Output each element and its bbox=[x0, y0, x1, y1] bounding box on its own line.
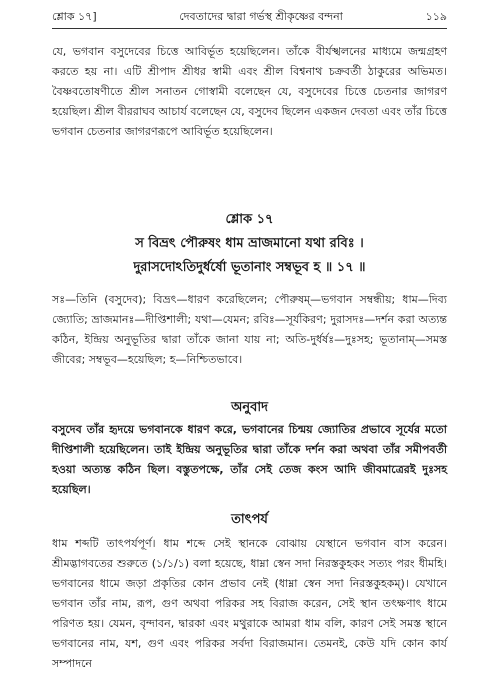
verse-block bbox=[52, 232, 447, 280]
purport-paragraph bbox=[52, 534, 447, 674]
translation-text: বসুদেব তাঁর হৃদয়ে ভগবানকে ধারণ করে, ভগবানের চিন্ময় জ্যোতির প্রভাবে সূর্যের মতো দীপ্তিশালী হয়েছিলেন। তাই ইন্দ্রিয় অনুভূতির দ্বারা তাঁকে দর্শন করা অথবা তাঁর সমীপবর্তী হওয়া অত্যন্ত কঠিন ছিল। বস্তুতপক্ষে, তাঁর সেই তেজ কংস আদি জীবমাত্রেরই দুঃসহ হয়েছিল। bbox=[52, 423, 447, 496]
verse-heading: শ্লোক ১৭ bbox=[225, 212, 274, 227]
translation-heading: অনুবাদ bbox=[231, 400, 268, 415]
header-title: দেবতাদের দ্বারা গর্ভস্থ শ্রীকৃষ্ণের বন্দনা bbox=[179, 9, 343, 23]
verse-line-2: দুরাসদোঽতিদুর্ধর্ষো ভূতানাং সম্বভূব হ ॥ ১৭ ॥ bbox=[133, 260, 366, 275]
verse-line-1: স বিভ্রৎ পৌরুষং ধাম ভ্রাজমানো যথা রবিঃ । bbox=[135, 236, 364, 251]
intro-paragraph bbox=[52, 42, 447, 142]
header-verse-ref: শ্লোক ১৭] bbox=[52, 9, 97, 23]
purport-text: ধাম শব্দটি তাৎপর্যপূর্ণ। ধাম শব্দে সেই স্থানকে বোঝায় যেস্থানে ভগবান বাস করেন। শ্রীমদ্ভাগবতের শুরুতে (১/১/১) বলা হয়েছে, ধাম্না স্বেন সদা নিরস্তকুহকং সত্যং পরং ধীমহি। ভগবানের ধামে জড়া প্রকৃতির কোন প্রভাব নেই (ধাম্না স্বেন সদা নিরস্তকুহকম্)। যেখানে ভগবান তাঁর নাম, রূপ, গুণ অথবা পরিকর সহ বিরাজ করেন, সেই স্থান তৎক্ষণাৎ ধামে পরিণত হয়। যেমন, বৃন্দাবন, দ্বারকা এবং মথুরাকে আমরা ধাম বলি, কারণ সেই সমস্ত স্থানে ভগবানের নাম, যশ, গুণ এবং পরিকর সর্বদা বিরাজমান। তেমনই, কেউ যদি কোন কার্য সম্পাদনে bbox=[52, 537, 447, 670]
synonyms-text: সঃ—তিনি (বসুদেব); বিভ্রৎ—ধারণ করেছিলেন; পৌরুষম্—ভগবান সম্বন্ধীয়; ধাম—দিব্য জ্যোতি; ভ্রাজমানঃ—দীপ্তিশালী; যথা—যেমন; রবিঃ—সূর্যকিরণ; দুরাসদঃ—দর্শন করা অত্যন্ত কঠিন, ইন্দ্রিয় অনুভূতির দ্বারা তাঁকে জানা যায় না; অতি-দুর্ধর্ষঃ—দুঃসহ; ভূতানাম্—সমস্ত জীবের; সম্বভূব—হয়েছিল; হ—নিশ্চিতভাবে। bbox=[52, 293, 447, 366]
intro-text: যে, ভগবান বসুদেবের চিত্তে আবির্ভূত হয়েছিলেন। তাঁকে বীর্যস্খলনের মাধ্যমে জন্মগ্রহণ করতে হয় না। এটি শ্রীপাদ শ্রীধর স্বামী এবং শ্রীল বিশ্বনাথ চক্রবর্তী ঠাকুরের অভিমত। বৈষ্ণবতোষণীতে শ্রীল সনাতন গোস্বামী বলেছেন যে, বসুদেবের চিত্তে চেতনার জাগরণ হয়েছিল। শ্রীল বীররাঘব আচার্য বলেছেন যে, বসুদেব ছিলেন একজন দেবতা এবং তাঁর চিত্তে ভগবান চেতনার জাগরণরূপে আবির্ভূত হয়েছিলেন। bbox=[52, 45, 447, 138]
synonyms-paragraph bbox=[52, 290, 447, 370]
page-header bbox=[52, 8, 447, 26]
purport-heading: তাৎপর্য bbox=[231, 512, 268, 527]
translation-paragraph bbox=[52, 420, 447, 500]
header-page-number: ১১৯ bbox=[425, 9, 447, 23]
header-rule bbox=[52, 28, 447, 29]
